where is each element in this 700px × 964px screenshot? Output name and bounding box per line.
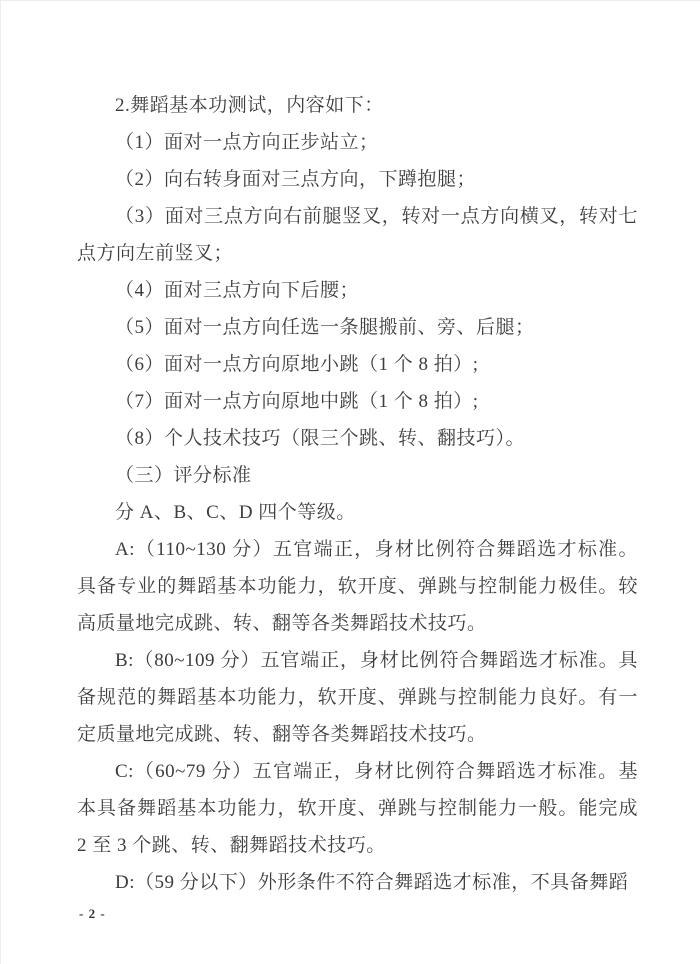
paragraph-grade-c: C:（60~79 分）五官端正，身材比例符合舞蹈选才标准。基本具备舞蹈基本功能力，软开度、弹跳与控制能力一般。能完成 2 至 3 个跳、转、翻舞蹈技术技巧。	[77, 761, 638, 856]
paragraph-item-8: （8）个人技术技巧（限三个跳、转、翻技巧）。	[115, 428, 526, 449]
paragraph-item-3: （3）面对三点方向右前腿竖叉，转对一点方向横叉，转对七点方向左前竖叉；	[77, 206, 638, 264]
paragraph-item-1: （1）面对一点方向正步站立；	[115, 132, 379, 153]
page-number: - 2 -	[79, 906, 106, 921]
paragraph-scoring-standard-heading: （三）评分标准	[115, 465, 252, 486]
paragraph-item-4: （4）面对三点方向下后腰；	[115, 280, 360, 301]
paragraph-grade-b: B:（80~109 分）五官端正，身材比例符合舞蹈选才标准。具备规范的舞蹈基本功能力，软开度、弹跳与控制能力良好。有一定质量地完成跳、转、翻等各类舞蹈技术技巧。	[77, 650, 638, 745]
paragraph-item-7: （7）面对一点方向原地中跳（1 个 8 拍）;	[115, 391, 479, 412]
paragraph-item-5: （5）面对一点方向任选一条腿搬前、旁、后腿；	[115, 317, 535, 338]
paragraph-grade-d: D:（59 分以下）外形条件不符合舞蹈选才标准，不具备舞蹈	[115, 872, 629, 893]
paragraph-grade-levels: 分 A、B、C、D 四个等级。	[115, 502, 356, 523]
paragraph-section-title: 2.舞蹈基本功测试，内容如下：	[115, 95, 384, 116]
paragraph-grade-a: A:（110~130 分）五官端正，身材比例符合舞蹈选才标准。具备专业的舞蹈基本功能力，软开度、弹跳与控制能力极佳。较高质量地完成跳、转、翻等各类舞蹈技术技巧。	[77, 539, 638, 634]
paragraph-item-6: （6）面对一点方向原地小跳（1 个 8 拍）;	[115, 354, 479, 375]
paragraph-item-2: （2）向右转身面对三点方向，下蹲抱腿；	[115, 169, 477, 190]
document-body	[77, 87, 638, 901]
